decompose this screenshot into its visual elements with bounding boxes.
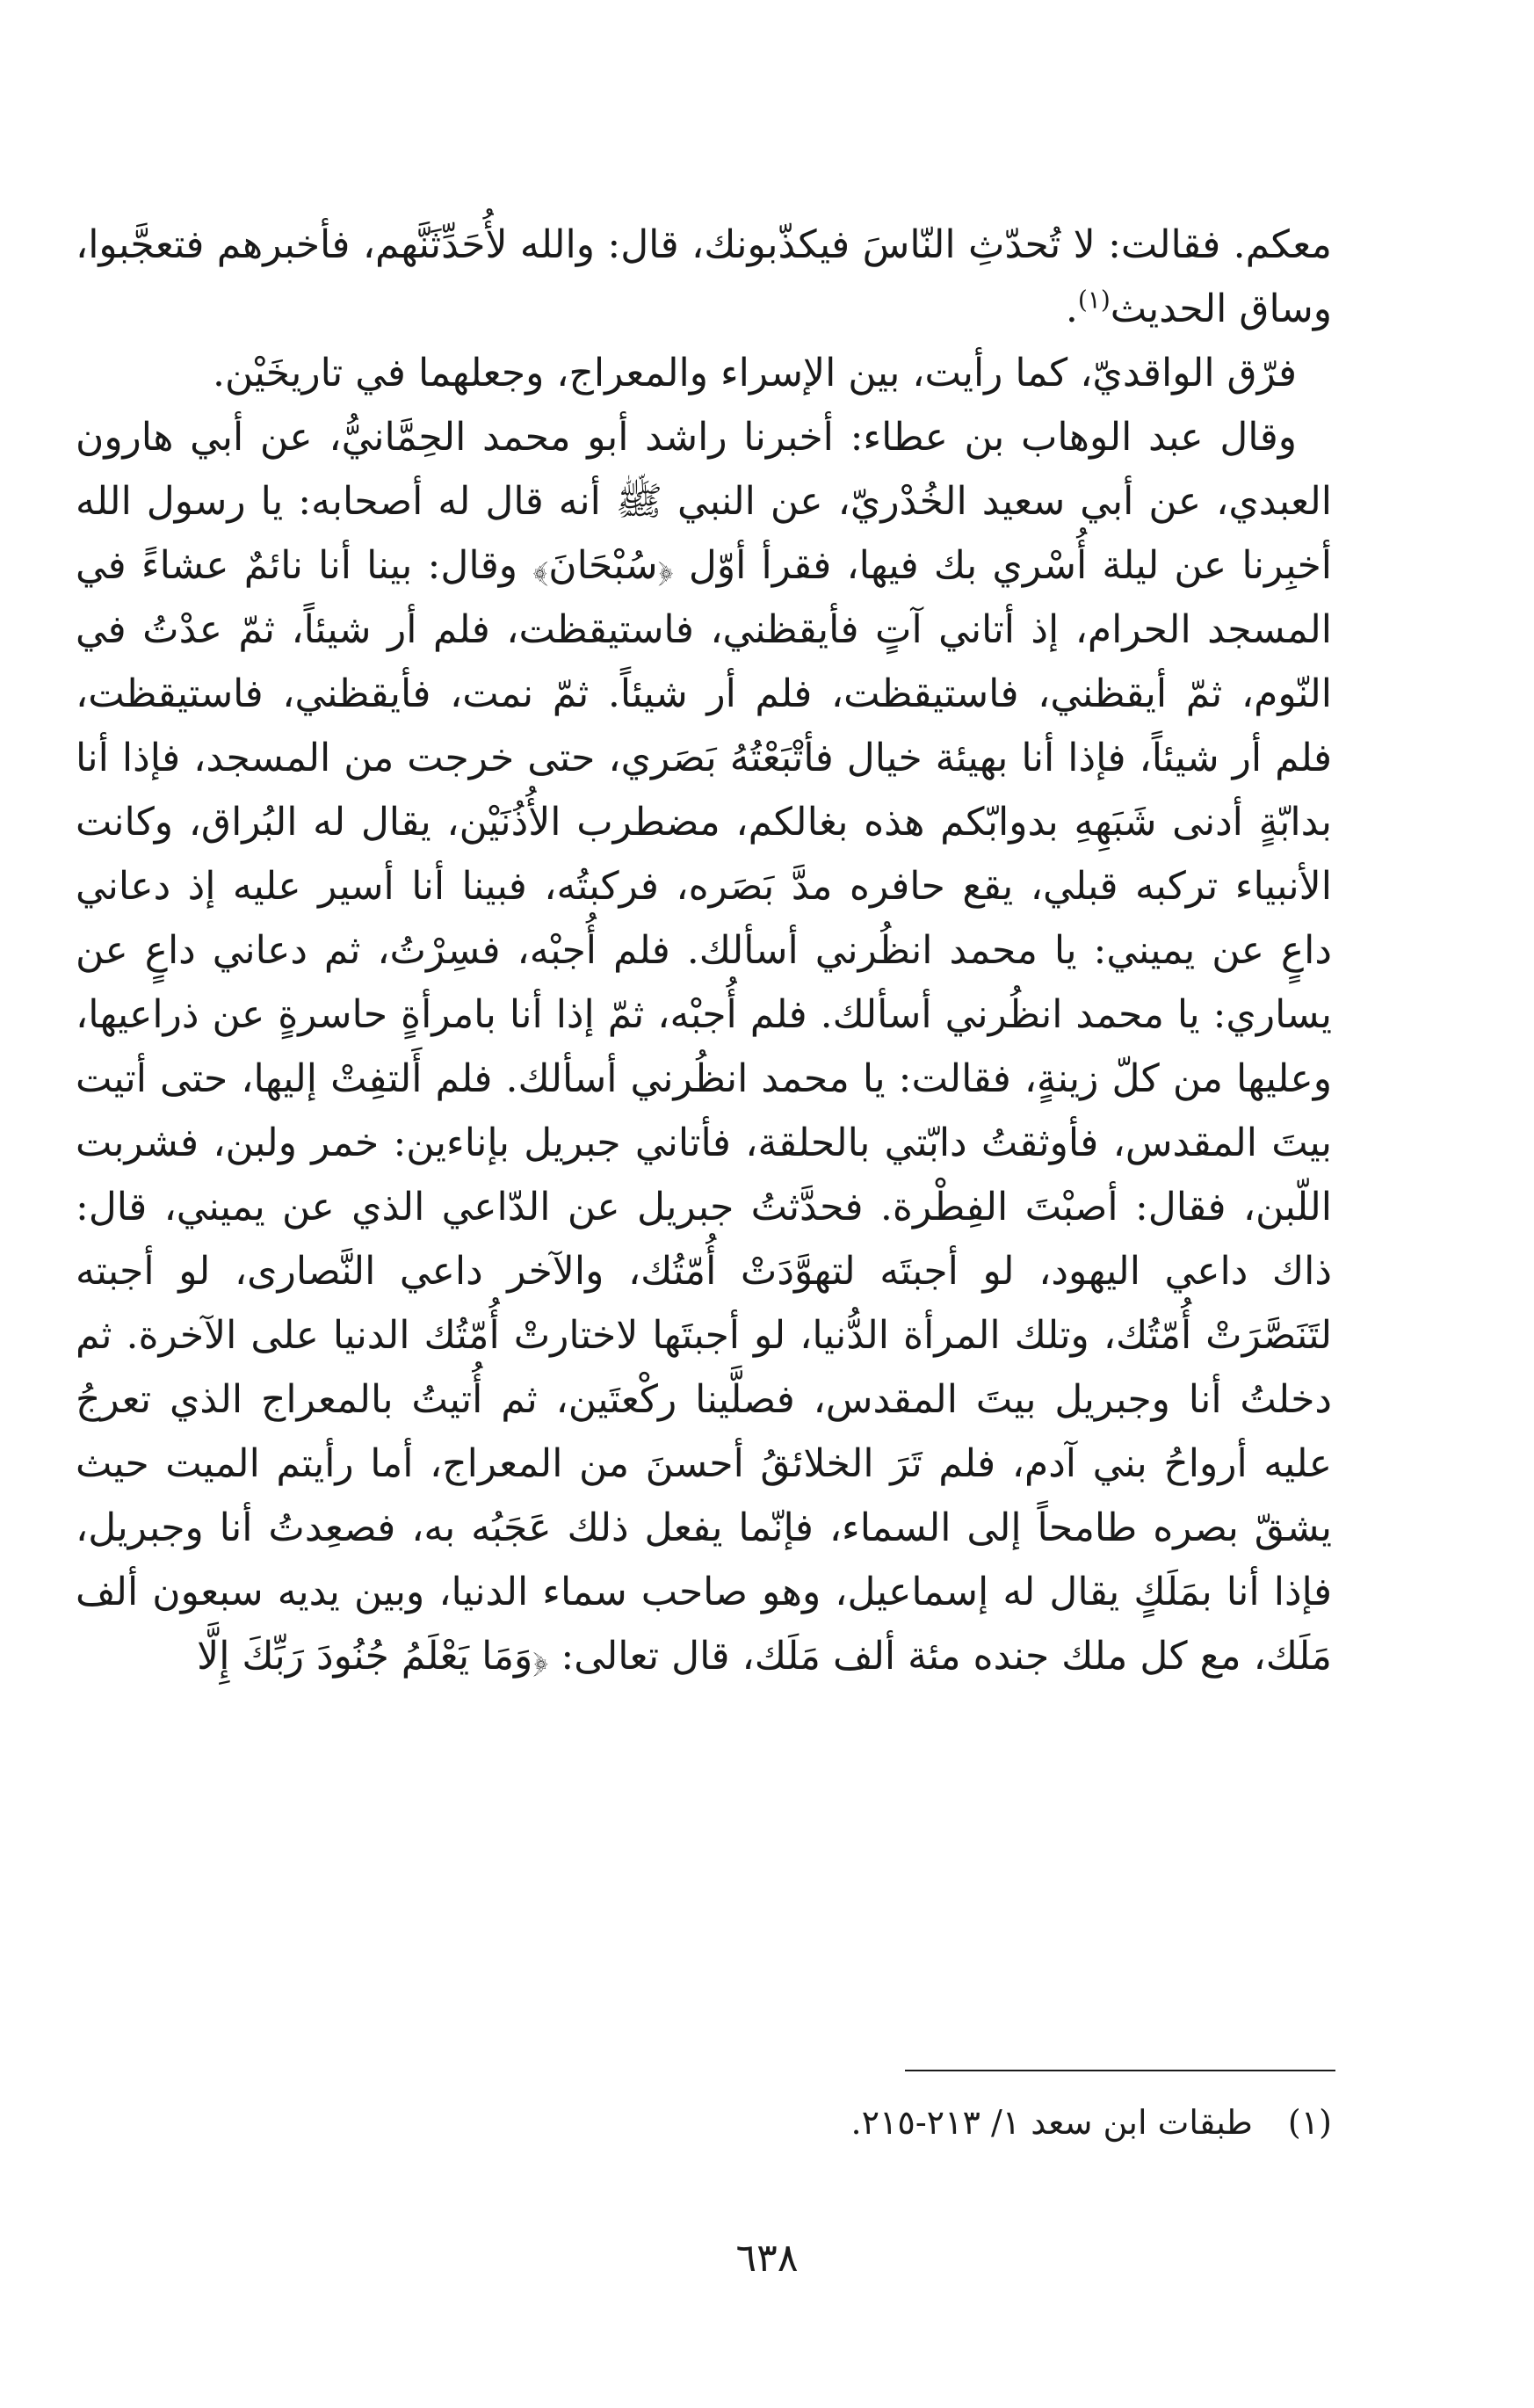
paragraph-3: وقال عبد الوهاب بن عطاء: أخبرنا راشد أبو محمد الحِمَّانيُّ، عن أبي هارون العبدي، عن أبي سعيد الخُدْريّ، عن النبي ﷺ أنه قال له أصحابه: يا رسول الله أخبِرنا عن ليلة أُسْري بك فيها، فقرأ أوّل ﴿سُبْحَانَ﴾ وقال: بينا أنا نائمٌ عشاءً في المسجد الحرام، إذ أتاني آتٍ فأيقظني، فاستيقظت، فلم أر شيئاً، ثمّ عدْتُ في النّوم، ثمّ أيقظني، فاستيقظت، فلم أر شيئاً. ثمّ نمت، فأيقظني، فاستيقظت، فلم أر شيئاً، فإذا أنا بهيئة خيال فأتْبَعْتُهُ بَصَري، حتى خرجت من المسجد، فإذا أنا بدابّةٍ أدنى شَبَهِهِ بدوابّكم هذه بغالكم، مضطرب الأُذُنَيْن، يقال له البُراق، وكانت الأنبياء تركبه قبلي، يقع حافره مدَّ بَصَره، فركبتُه، فبينا أنا أسير عليه إذ دعاني داعٍ عن يميني: يا محمد انظُرني أسألك. فلم أُجبْه، فسِرْتُ، ثم دعاني داعٍ عن يساري: يا محمد انظُرني أسألك. فلم أُجبْه، ثمّ إذا أنا بامرأةٍ حاسرةٍ عن ذراعيها، وعليها من كلّ زينةٍ، فقالت: يا محمد انظُرني أسألك. فلم أَلتفِتْ إليها، حتى أتيت بيتَ المقدس، فأوثقتُ دابّتي بالحلقة، فأتاني جبريل بإناءين: خمر ولبن، فشربت اللّبن، فقال: أصبْتَ الفِطْرة. فحدَّثتُ جبريل عن الدّاعي الذي عن يميني، قال: ذاك داعي اليهود، لو أجبتَه لتهوَّدَتْ أُمّتُك، والآخر داعي النَّصارى، لو أجبته لتَنَصَّرَتْ أُمّتُك، وتلك المرأة الدُّنيا، لو أجبتَها لاختارتْ أُمّتُك الدنيا على الآخرة. ثم دخلتُ أنا وجبريل بيتَ المقدس، فصلَّينا ركْعتَين، ثم أُتيتُ بالمعراج الذي تعرجُ عليه أرواحُ بني آدم، فلم تَرَ الخلائقُ أحسنَ من المعراج، أما رأيتم الميت حيث يشقّ بصره طامحاً إلى السماء، فإنّما يفعل ذلك عَجَبُه به، فصعِدتُ أنا وجبريل، فإذا أنا بمَلَكٍ يقال له إسماعيل، وهو صاحب سماء الدنيا، وبين يديه سبعون ألف مَلَك، مع كل ملك جنده مئة ألف مَلَك، قال تعالى: ﴿وَمَا يَعْلَمُ جُنُودَ رَبِّكَ إِلَّا (76, 415, 1332, 1679)
paragraph-1-end: . (1065, 286, 1078, 331)
page-number: ٦٣٨ (735, 2236, 799, 2281)
paragraph-1 (76, 213, 1332, 341)
footnote-text: طبقات ابن سعد ١/ ٢١٣-٢١٥. (850, 2103, 1253, 2142)
footnote (76, 2096, 1332, 2149)
paragraph-1-text: معكم. فقالت: لا تُحدّثِ النّاسَ فيكذّبونك، قال: والله لأُحَدِّثَنَّهم، فأخبرهم فتعجَّبوا، وساق الحديث (76, 222, 1332, 331)
main-text (76, 213, 1332, 1688)
footnote-number: (١) (1287, 2103, 1332, 2142)
paragraph-2: فرّق الواقديّ، كما رأيت، بين الإسراء والمعراج، وجعلهما في تاريخَيْن. (212, 351, 1297, 395)
footnote-marker: (١) (1077, 285, 1111, 315)
footnote-separator (905, 2070, 1335, 2071)
